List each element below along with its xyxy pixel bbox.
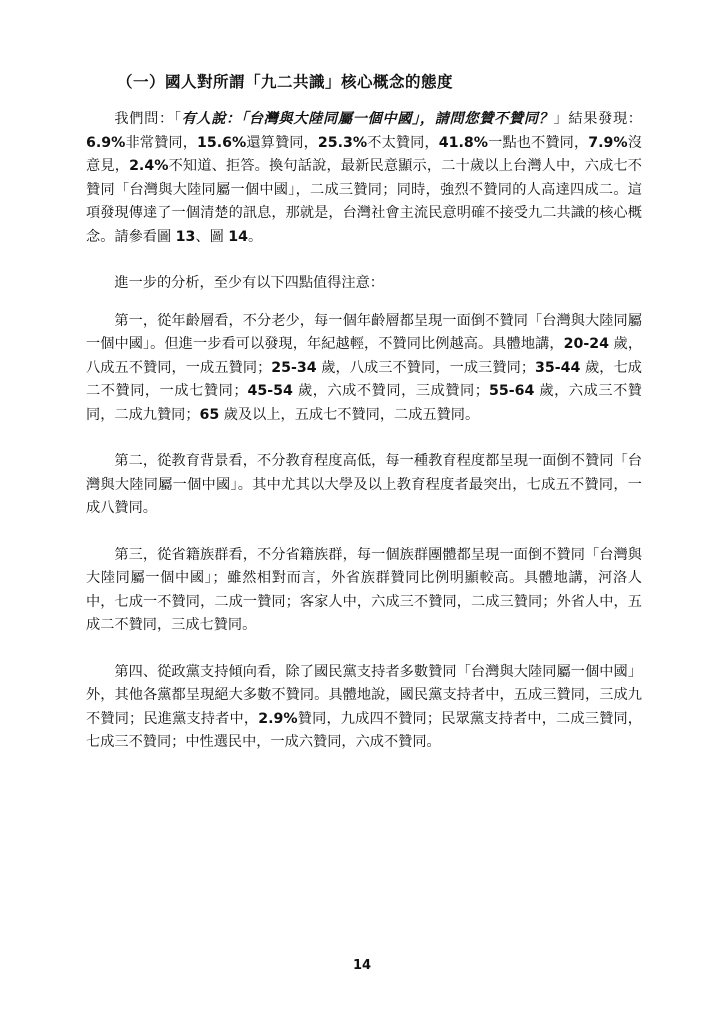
text: 還算贊同，: [246, 134, 318, 151]
text: 贊同，九成四不贊同；民眾黨支持者中，二成三贊同，七成三不贊同；中性選民中，一成六贊同，六成不贊同。: [86, 710, 642, 750]
text: 非常贊同，: [125, 134, 198, 151]
survey-question: 有人說：「台灣與大陸同屬一個中國」，請問您贊不贊同？: [181, 111, 554, 127]
text: 歲，六成不贊同，三成贊同；: [292, 383, 489, 399]
text: 第四、從政黨支持傾向看，除了國民黨支持者多數贊同「台灣與大陸同屬一個中國」外，其他各黨都呈現絕大多數不贊同。具體地說，國民黨支持者中，五成三贊同，三成九不贊同；民進黨支持者中，: [86, 663, 642, 727]
paragraph-age-groups: [86, 310, 642, 428]
text: 不太贊同，: [367, 134, 439, 151]
age-range: 65: [199, 406, 220, 423]
page-number: 14: [352, 958, 372, 973]
percent-value: 25.3%: [317, 134, 368, 151]
section-heading: （一）國人對所謂「九二共識」核心概念的態度: [117, 73, 454, 91]
figure-number: 13: [175, 228, 196, 245]
text: 歲及以上，五成七不贊同，二成五贊同。: [219, 406, 480, 423]
text: 不知道、拒答。換句話說，最新民意顯示，二十歲以上台灣人中，六成七不贊同「台灣與大陸同屬一個中國」，二成三贊同；同時，強烈不贊同的人高達四成二。這項發現傳達了一個清楚的訊息，那就是，台灣社會主流民意明確不接受九二共識的核心概念。請參看圖: [86, 158, 642, 245]
age-range: 55-64: [488, 383, 535, 399]
document-body: [86, 108, 642, 755]
text: 、圖: [195, 228, 229, 245]
paragraph-education: 第二，從教育背景看，不分教育程度高低，每一種教育程度都呈現一面倒不贊同「台灣與大陸同屬一個中國」。其中尤其以大學及以上教育程度者最突出，七成五不贊同，一成八贊同。: [86, 453, 642, 516]
text: 。: [248, 228, 263, 245]
paragraph-survey-results: [86, 108, 642, 249]
text: 我們問：「: [114, 111, 182, 127]
text: 歲，六成三不贊同，二成九贊同；: [86, 383, 642, 423]
percent-value: 6.9%: [86, 134, 126, 151]
age-range: 35-44: [535, 359, 581, 376]
figure-number: 14: [228, 228, 249, 245]
text: 歲，七成二不贊同，一成七贊同；: [86, 359, 642, 399]
paragraph-further-analysis: 進一步的分析，至少有以下四點值得注意：: [114, 275, 384, 291]
text: 第一，從年齡層看，不分老少，每一個年齡層都呈現一面倒不贊同「台灣與大陸同屬一個中國」。但進一步看可以發現，年紀越輕，不贊同比例越高。具體地講，: [86, 312, 642, 352]
paragraph-party-support: [86, 661, 642, 755]
percent-value: 41.8%: [438, 134, 489, 151]
percent-value: 2.9%: [258, 710, 298, 727]
paragraph-ethnic-groups: 第三，從省籍族群看，不分省籍族群，每一個族群團體都呈現一面倒不贊同「台灣與大陸同屬一個中國」；雖然相對而言，外省族群贊同比例明顯較高。具體地講，河洛人中，七成一不贊同，二成一贊同；客家人中，六成三不贊同，二成三贊同；外省人中，五成二不贊同，三成七贊同。: [86, 546, 642, 633]
text: 」結果發現：: [553, 111, 642, 127]
percent-value: 2.4%: [129, 158, 169, 174]
age-range: 20-24: [563, 336, 609, 352]
percent-value: 15.6%: [197, 134, 247, 151]
text: 沒意見，: [86, 134, 642, 174]
percent-value: 7.9%: [588, 134, 628, 151]
age-range: 25-34: [271, 359, 317, 376]
text: 歲，八成五不贊同，一成五贊同；: [86, 336, 643, 376]
text: 歲，八成三不贊同，一成三贊同；: [316, 359, 536, 376]
age-range: 45-54: [247, 383, 293, 399]
text: 一點也不贊同，: [488, 134, 589, 151]
